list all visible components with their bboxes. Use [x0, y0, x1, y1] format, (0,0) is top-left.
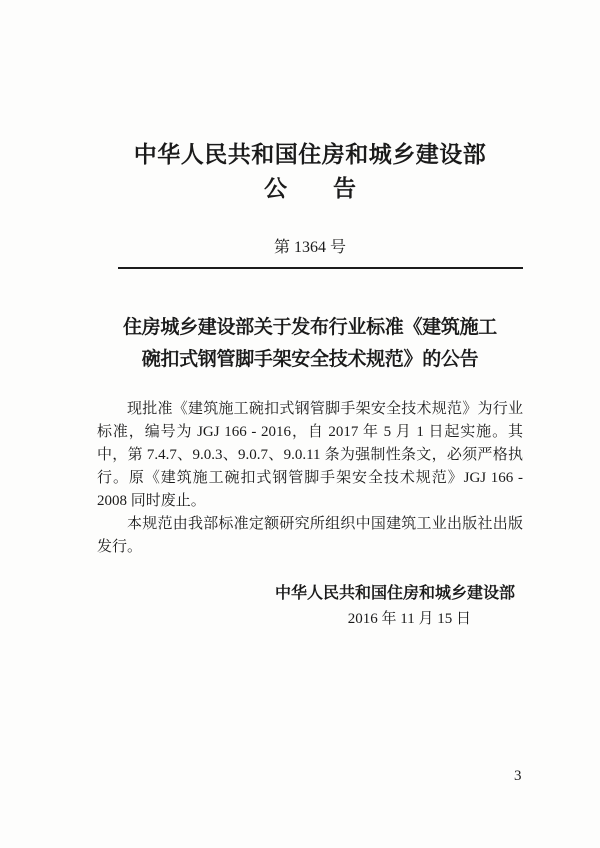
body-paragraph: 现批准《建筑施工碗扣式钢管脚手架安全技术规范》为行业标准，编号为 JGJ 166 - 2016，自 2017 年 5 月 1 日起实施。其中，第 7.4.7、9.0.3、9.0.7、9.0.11 条为强制性条文，必须严格执行。原《建筑施工碗扣式钢管脚手架安全技术规范》JGJ 166 - 2008 同时废止。: [97, 401, 523, 509]
issue-date: 2016 年 11 月 15 日: [347, 611, 471, 627]
title-line-2: 碗扣式钢管脚手架安全技术规范》的公告: [141, 349, 479, 370]
body-text: [97, 398, 523, 559]
announcement-title: [97, 312, 523, 376]
issuing-authority: 中华人民共和国住房和城乡建设部: [274, 585, 515, 602]
page-number: 3: [514, 768, 522, 784]
title-line-1: 住房城乡建设部关于发布行业标准《建筑施工: [122, 317, 497, 338]
document-number: 第 1364 号: [273, 239, 346, 256]
body-paragraph: 本规范由我部标准定额研究所组织中国建筑工业出版社出版发行。: [97, 516, 523, 555]
ministry-name: 中华人民共和国住房和城乡建设部: [133, 142, 487, 167]
header-divider: [118, 267, 523, 269]
announcement-heading: 公 告: [264, 176, 356, 201]
